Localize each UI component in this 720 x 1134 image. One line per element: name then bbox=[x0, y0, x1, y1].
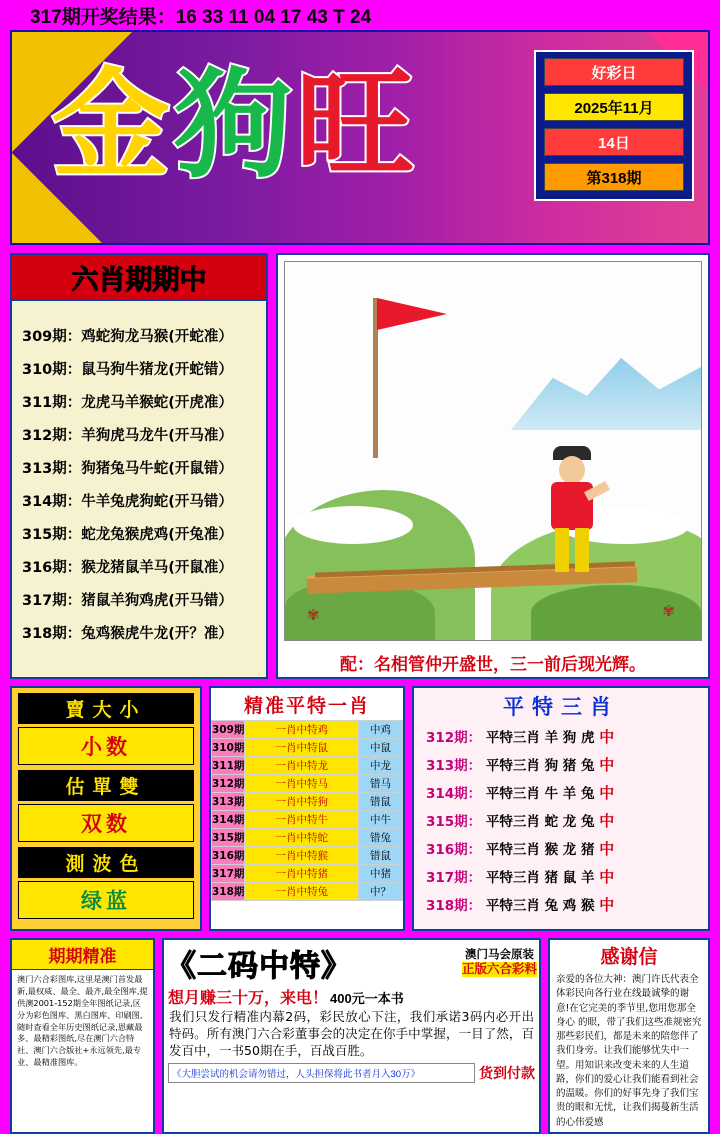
cell-text: 一肖中特狗 bbox=[245, 793, 359, 811]
cell-result: 中？ bbox=[359, 883, 403, 901]
row-value-parity-text: 双数 bbox=[81, 811, 131, 836]
list-item: 311期：龙虎马羊猴蛇(开虎准） bbox=[22, 395, 233, 411]
thanks-letter-header: 感谢信 bbox=[600, 946, 658, 968]
row-mark: 中 bbox=[599, 895, 615, 914]
one-zodiac-header: 精准平特一肖 bbox=[243, 695, 370, 717]
list-item: 310期：鼠马狗牛猪龙(开蛇错） bbox=[22, 362, 233, 378]
row-head-parity-text: 估單雙 bbox=[65, 776, 147, 798]
person-head bbox=[559, 456, 585, 484]
cell-issue: 318期 bbox=[212, 883, 245, 901]
accuracy-note-body: 澳门六合彩图库,这里是澳门首发最新,最权威、最全、最齐,最全图库,提供澳2001-152期全年图纸记录,区分为彩色图库、黑白图库、印刷图,随时查看全年历史图纸记录,恩藏最多、最精彩图纸,尽在澳门六合特社、澳门六合版社+永远领先,最专业、最精准图库。 bbox=[17, 974, 148, 1068]
cell-issue: 311期 bbox=[212, 757, 245, 775]
table-row bbox=[212, 865, 403, 883]
row-issue: 318期： bbox=[426, 897, 482, 914]
advert-brand bbox=[462, 949, 537, 977]
cell-text: 一肖中特龙 bbox=[245, 757, 359, 775]
date-box-month: 2025年11月 bbox=[544, 93, 684, 121]
row-text: 平特三肖 猴 龙 猪 bbox=[485, 841, 595, 858]
table-row bbox=[212, 883, 403, 901]
cell-text: 一肖中特鸡 bbox=[245, 721, 359, 739]
row-text: 平特三肖 猪 鼠 羊 bbox=[485, 869, 595, 886]
row-value-color bbox=[18, 881, 194, 919]
person-leg-left bbox=[555, 528, 569, 572]
list-item: 309期：鸡蛇狗龙马猴(开蛇准） bbox=[22, 329, 233, 345]
list-item bbox=[414, 722, 708, 750]
size-parity-color-panel bbox=[10, 686, 202, 931]
plant-icon-left: ✾ bbox=[307, 607, 320, 624]
person-leg-right bbox=[575, 528, 589, 572]
advert-subtitle-right: 400元一本书 bbox=[330, 991, 404, 1006]
cell-result: 错马 bbox=[359, 775, 403, 793]
list-item: 318期：兔鸡猴虎牛龙(开？准） bbox=[22, 626, 233, 642]
row-mark: 中 bbox=[599, 839, 615, 858]
mid-section bbox=[10, 253, 710, 679]
row-head-size-text: 賣大小 bbox=[65, 699, 147, 721]
cell-issue: 315期 bbox=[212, 829, 245, 847]
one-zodiac-panel bbox=[209, 686, 405, 931]
cell-text: 一肖中特鼠 bbox=[245, 739, 359, 757]
cell-issue: 317期 bbox=[212, 865, 245, 883]
banner-title bbox=[52, 56, 419, 194]
table-row bbox=[212, 775, 403, 793]
row-issue: 312期： bbox=[426, 729, 482, 746]
list-item: 314期：牛羊兔虎狗蛇(开马错） bbox=[22, 494, 233, 510]
advert-footer-note: 《大胆尝试的机会请勿错过，人头担保将此书者月入30万》 bbox=[168, 1063, 475, 1083]
thanks-letter-panel bbox=[548, 938, 710, 1134]
row-text: 平特三肖 狗 猪 兔 bbox=[485, 757, 595, 774]
six-zodiac-panel bbox=[10, 253, 268, 679]
cell-result: 中猪 bbox=[359, 865, 403, 883]
advert-footer bbox=[164, 1061, 539, 1083]
accuracy-note-panel bbox=[10, 938, 155, 1134]
list-item bbox=[414, 834, 708, 862]
cell-text: 一肖中特牛 bbox=[245, 811, 359, 829]
row-value-size bbox=[18, 727, 194, 765]
advert-brand-line2: 正版六合彩料 bbox=[461, 962, 537, 977]
row-text: 平特三肖 兔 鸡 猴 bbox=[485, 897, 595, 914]
advert-subtitle bbox=[164, 985, 539, 1008]
row-text: 平特三肖 蛇 龙 兔 bbox=[485, 813, 595, 830]
list-item bbox=[414, 890, 708, 918]
row-value-size-text: 小数 bbox=[81, 734, 131, 759]
row-head-color bbox=[18, 847, 194, 878]
advert-brand-line1: 澳门马会原装 bbox=[464, 949, 534, 962]
row-issue: 317期： bbox=[426, 869, 482, 886]
row-text: 平特三肖 牛 羊 兔 bbox=[485, 785, 595, 802]
flag-icon bbox=[377, 298, 447, 330]
row-issue: 316期： bbox=[426, 841, 482, 858]
cell-result: 错兔 bbox=[359, 829, 403, 847]
list-item: 312期：羊狗虎马龙牛(开马准） bbox=[22, 428, 233, 444]
list-item bbox=[414, 778, 708, 806]
banner bbox=[10, 30, 710, 245]
table-row bbox=[212, 721, 403, 739]
draw-result-line: 317期开奖结果：16 33 11 04 17 43 T 24 bbox=[30, 6, 372, 28]
advert-title: 《二码中特》 bbox=[166, 949, 352, 984]
person-body bbox=[551, 482, 593, 530]
illustration-panel bbox=[276, 253, 710, 679]
date-box-label: 好彩日 bbox=[544, 58, 684, 86]
date-box-day: 14日 bbox=[544, 128, 684, 156]
banner-title-char-3: 旺 bbox=[296, 56, 419, 194]
cell-result: 中龙 bbox=[359, 757, 403, 775]
cell-result: 错鼠 bbox=[359, 793, 403, 811]
date-box bbox=[534, 50, 694, 201]
three-zodiac-panel bbox=[412, 686, 710, 931]
cell-result: 中鸡 bbox=[359, 721, 403, 739]
cell-result: 中鼠 bbox=[359, 739, 403, 757]
picture-caption: 配：名相管仲开盛世，三一前后现光辉。 bbox=[340, 654, 646, 675]
list-item: 316期：猴龙猪鼠羊马(开鼠准） bbox=[22, 560, 233, 576]
list-item bbox=[414, 750, 708, 778]
row-mark: 中 bbox=[599, 727, 615, 746]
cell-result: 错鼠 bbox=[359, 847, 403, 865]
three-zodiac-header: 平特三肖 bbox=[503, 695, 619, 719]
cell-issue: 309期 bbox=[212, 721, 245, 739]
table-row bbox=[212, 739, 403, 757]
row-head-size bbox=[18, 693, 194, 724]
advert-subtitle-left: 想月赚三十万，来电！ bbox=[168, 990, 329, 1007]
cell-issue: 316期 bbox=[212, 847, 245, 865]
row-mark: 中 bbox=[599, 811, 615, 830]
plant-icon-right: ✾ bbox=[662, 603, 675, 620]
banner-title-char-1: 金 bbox=[52, 56, 175, 194]
list-item bbox=[414, 806, 708, 834]
hill-right-front bbox=[531, 585, 701, 640]
date-box-issue: 第318期 bbox=[544, 163, 684, 191]
person-figure bbox=[541, 446, 611, 576]
row-issue: 314期： bbox=[426, 785, 482, 802]
six-zodiac-list bbox=[12, 317, 266, 661]
table-row bbox=[212, 811, 403, 829]
cell-result: 中牛 bbox=[359, 811, 403, 829]
advert-header bbox=[164, 940, 539, 985]
advert-paragraph: 我们只发行精准内幕2码，彩民放心下注，我们承诺3码内必开出特码。所有澳门六合彩董事会的决定在你手中掌握，一目了然，百发百中，一书50期在手，百战百胜。 bbox=[169, 1009, 534, 1058]
cell-text: 一肖中特猴 bbox=[245, 847, 359, 865]
row-head-parity bbox=[18, 770, 194, 801]
advert-panel bbox=[162, 938, 541, 1134]
row-issue: 313期： bbox=[426, 757, 482, 774]
list-item: 317期：猪鼠羊狗鸡虎(开马错） bbox=[22, 593, 233, 609]
cell-text: 一肖中特兔 bbox=[245, 883, 359, 901]
row-mark: 中 bbox=[599, 755, 615, 774]
table-row bbox=[212, 829, 403, 847]
row-issue: 315期： bbox=[426, 813, 482, 830]
table-row bbox=[212, 757, 403, 775]
table-row bbox=[212, 847, 403, 865]
table-row bbox=[212, 793, 403, 811]
cell-issue: 312期 bbox=[212, 775, 245, 793]
row-mark: 中 bbox=[599, 783, 615, 802]
list-item: 313期：狗猪兔马牛蛇(开鼠错） bbox=[22, 461, 233, 477]
cell-text: 一肖中特猪 bbox=[245, 865, 359, 883]
six-zodiac-header bbox=[12, 255, 266, 301]
cell-text: 一肖中特马 bbox=[245, 775, 359, 793]
row-value-parity bbox=[18, 804, 194, 842]
cell-issue: 310期 bbox=[212, 739, 245, 757]
snow-patch-left bbox=[293, 506, 413, 544]
six-zodiac-header-text: 六肖期期中 bbox=[71, 264, 207, 296]
row-head-color-text: 測波色 bbox=[65, 853, 147, 875]
banner-title-char-2: 狗 bbox=[174, 56, 297, 194]
thanks-letter-body: 亲爱的各位大神：澳门许氏代表全体彩民向各行业在线最诚挚的谢意!在它完美的季节里,您用您那全身心 的眼，带了我们这些准规密究那些彩民们，都是未来的陪您伴了我们身旁。让我们能够忧失中一望。用知识来改变未来的人生道路，你们的爱心让我们能看到社会的温暖。你们的好事先身了我们宝贵的眼和无忧，让我们揭蔓新生活的心伟爱感 bbox=[556, 974, 702, 1128]
cell-issue: 314期 bbox=[212, 811, 245, 829]
row-value-color-text: 绿蓝 bbox=[81, 888, 131, 913]
row-text: 平特三肖 羊 狗 虎 bbox=[485, 729, 595, 746]
cell-issue: 313期 bbox=[212, 793, 245, 811]
accuracy-note-header: 期期精准 bbox=[12, 940, 153, 970]
illustration-image bbox=[284, 261, 702, 641]
lower-section bbox=[10, 686, 710, 931]
one-zodiac-table bbox=[211, 720, 403, 901]
cell-text: 一肖中特蛇 bbox=[245, 829, 359, 847]
list-item: 315期：蛇龙兔猴虎鸡(开兔准） bbox=[22, 527, 233, 543]
row-mark: 中 bbox=[599, 867, 615, 886]
bottom-section bbox=[10, 938, 710, 1134]
list-item bbox=[414, 862, 708, 890]
advert-footer-badge: 货到付款 bbox=[479, 1064, 535, 1081]
